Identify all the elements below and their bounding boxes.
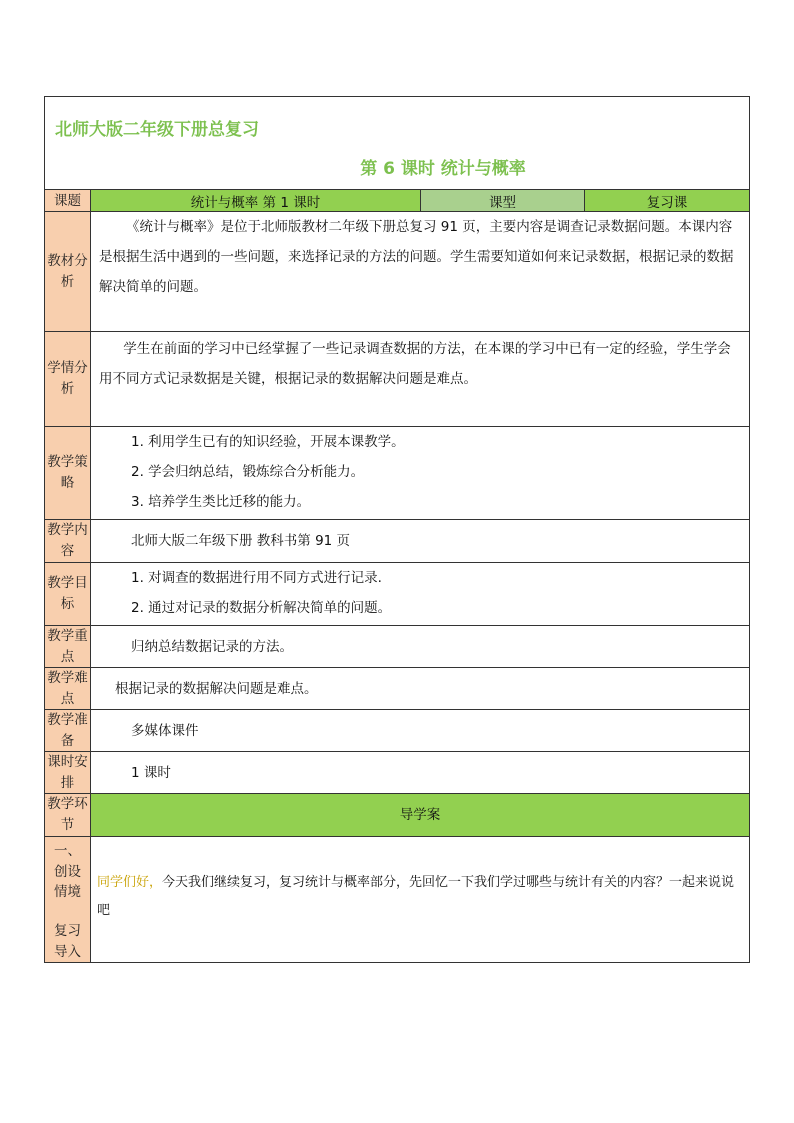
stage-row xyxy=(45,794,749,837)
keypoint-text: 归纳总结数据记录的方法。 xyxy=(131,639,293,655)
hours-text: 1 课时 xyxy=(131,765,171,781)
intro-label-line: 情境 xyxy=(54,884,81,900)
content-label: 教学内容 xyxy=(45,520,91,562)
list-item: 2. 学会归纳总结，锻炼综合分析能力。 xyxy=(131,464,365,480)
intro-text: 今天我们继续复习，复习统计与概率部分，先回忆一下我们学过哪些与统计有关的内容？一起来说说吧 xyxy=(97,875,735,918)
course-label: 课题 xyxy=(45,190,91,211)
intro-label-line: 一、 xyxy=(54,843,81,859)
list-item: 3. 培养学生类比迁移的能力。 xyxy=(131,494,311,510)
course-type-label: 课型 xyxy=(421,190,585,211)
intro-greeting: 同学们好， xyxy=(97,875,163,890)
keypoint-label: 教学重点 xyxy=(45,626,91,667)
goals-row xyxy=(45,563,749,626)
intro-label-line xyxy=(45,903,90,922)
stage-header: 导学案 xyxy=(91,794,749,836)
keypoint-row xyxy=(45,626,749,668)
hours-label: 课时安排 xyxy=(45,752,91,793)
material-analysis-text: 《统计与概率》是位于北师版教材二年级下册总复习 91 页，主要内容是调查记录数据问题。本课内容是根据生活中遇到的一些问题，来选择记录的方法的问题。学生需要知道如何来记录数据，根据记录的数据解决简单的问题。 xyxy=(99,219,734,295)
list-item: 1. 对调查的数据进行用不同方式进行记录. xyxy=(131,570,382,586)
hours-row xyxy=(45,752,749,794)
difficulty-row xyxy=(45,668,749,710)
intro-label-line: 导入 xyxy=(54,943,81,960)
intro-label xyxy=(45,837,91,962)
intro-row xyxy=(45,837,749,962)
intro-label-line: 创设 xyxy=(54,863,81,880)
list-item: 1. 利用学生已有的知识经验，开展本课教学。 xyxy=(131,434,405,450)
strategy-list xyxy=(91,427,749,519)
prep-row xyxy=(45,710,749,752)
material-analysis-label: 教材分析 xyxy=(45,212,91,331)
list-item: 2. 通过对记录的数据分析解决简单的问题。 xyxy=(131,600,392,616)
difficulty-text: 根据记录的数据解决问题是难点。 xyxy=(115,681,318,697)
prep-label: 教学准备 xyxy=(45,710,91,751)
document-subtitle: 第 6 课时 统计与概率 xyxy=(360,159,526,179)
difficulty-label: 教学难点 xyxy=(45,668,91,709)
lesson-plan-table xyxy=(44,96,750,963)
strategy-label: 教学策略 xyxy=(45,427,91,519)
stage-label: 教学环节 xyxy=(45,794,91,836)
document-header xyxy=(45,97,749,190)
document-title: 北师大版二年级下册总复习 xyxy=(55,120,259,140)
student-analysis-row xyxy=(45,332,749,427)
student-analysis-text: 学生在前面的学习中已经掌握了一些记录调查数据的方法，在本课的学习中已有一定的经验，学生学会用不同方式记录数据是关键，根据记录的数据解决问题是难点。 xyxy=(99,341,731,387)
course-type-value: 复习课 xyxy=(585,190,749,211)
course-topic: 统计与概率 第 1 课时 xyxy=(91,190,421,211)
course-row xyxy=(45,190,749,212)
intro-text-block xyxy=(91,837,749,962)
content-text: 北师大版二年级下册 教科书第 91 页 xyxy=(131,533,351,549)
prep-text: 多媒体课件 xyxy=(131,723,199,739)
student-analysis-label: 学情分析 xyxy=(45,332,91,426)
intro-label-line: 复习 xyxy=(54,923,81,939)
goals-list xyxy=(91,563,749,625)
strategy-row xyxy=(45,427,749,520)
material-analysis-row xyxy=(45,212,749,332)
content-row xyxy=(45,520,749,563)
goals-label: 教学目标 xyxy=(45,563,91,625)
